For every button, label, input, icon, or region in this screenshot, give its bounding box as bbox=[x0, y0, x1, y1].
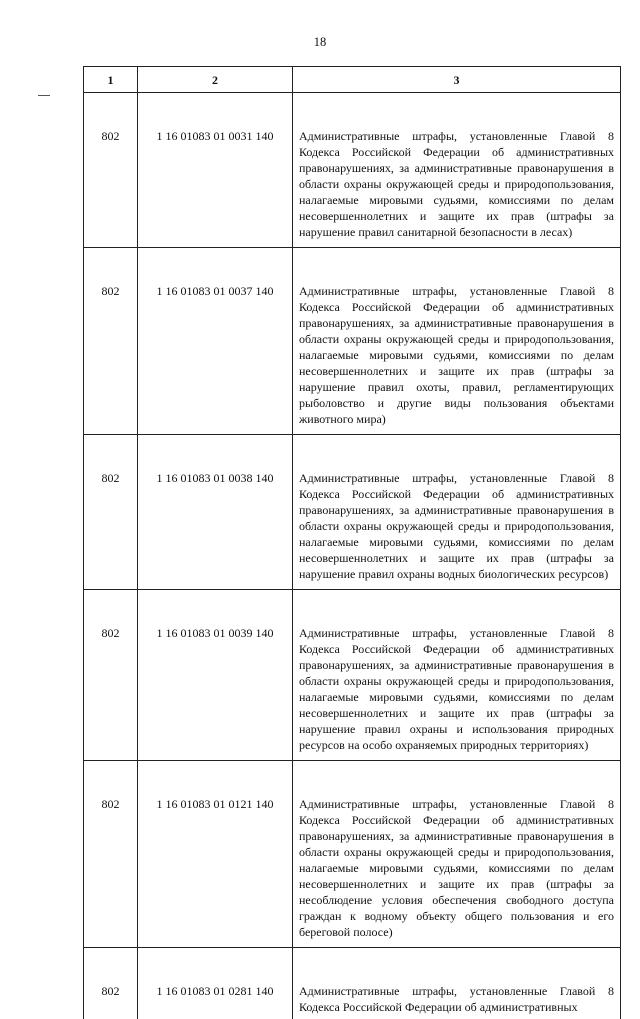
description-cell: Административные штрафы, установленные Главой 8 Кодекса Российской Федерации об административных правонарушениях, за административные правонарушения в области охраны окружающей среды и природопользования, налагаемые мировыми судьями, комиссиями по делам несовершеннолетних и защите их прав (штрафы за нарушение правил охраны и использования природных ресурсов на особо охраняемых природных территориях) bbox=[293, 590, 621, 761]
column-header-1: 1 bbox=[84, 67, 138, 93]
table-header-row bbox=[84, 67, 621, 93]
admin-code-cell: 802 bbox=[84, 248, 138, 435]
admin-code-cell: 802 bbox=[84, 761, 138, 948]
budget-code-cell: 1 16 01083 01 0121 140 bbox=[138, 761, 293, 948]
budget-codes-table bbox=[83, 66, 621, 1019]
column-header-3: 3 bbox=[293, 67, 621, 93]
budget-code-cell: 1 16 01083 01 0281 140 bbox=[138, 948, 293, 1019]
admin-code-cell: 802 bbox=[84, 948, 138, 1019]
description-cell: Административные штрафы, установленные Главой 8 Кодекса Российской Федерации об административных правонарушениях, за административные правонарушения в области охраны окружающей среды и природопользования, налагаемые мировыми судьями, комиссиями по делам несовершеннолетних и защите их прав (штрафы за нарушение правил охраны водных биологических ресурсов) bbox=[293, 435, 621, 590]
admin-code-cell: 802 bbox=[84, 93, 138, 248]
table-row bbox=[84, 435, 621, 590]
description-cell: Административные штрафы, установленные Главой 8 Кодекса Российской Федерации об административных правонарушениях, за административные правонарушения в области охраны окружающей среды и природопользования, налагаемые мировыми судьями, комиссиями по делам несовершеннолетних и защите их прав (штрафы за нарушение правил охоты, правил, регламентирующих рыболовство и другие виды пользования объектами животного мира) bbox=[293, 248, 621, 435]
description-cell: Административные штрафы, установленные Главой 8 Кодекса Российской Федерации об административных правонарушениях, за административные правонарушения в области охраны окружающей среды и природопользования, налагаемые мировыми судьями, комиссиями по делам несовершеннолетних и защите их прав (штрафы за нарушение правил санитарной безопасности в лесах) bbox=[293, 93, 621, 248]
budget-code-cell: 1 16 01083 01 0031 140 bbox=[138, 93, 293, 248]
admin-code-cell: 802 bbox=[84, 590, 138, 761]
table-row bbox=[84, 248, 621, 435]
table-row bbox=[84, 93, 621, 248]
margin-mark bbox=[38, 95, 50, 96]
budget-code-cell: 1 16 01083 01 0038 140 bbox=[138, 435, 293, 590]
admin-code-cell: 802 bbox=[84, 435, 138, 590]
table-row bbox=[84, 948, 621, 1019]
table-row bbox=[84, 590, 621, 761]
budget-code-cell: 1 16 01083 01 0037 140 bbox=[138, 248, 293, 435]
description-cell: Административные штрафы, установленные Главой 8 Кодекса Российской Федерации об административных правонарушениях, за административные правонарушения в области охраны окружающей среды и природопользования, налагаемые мировыми судьями, комиссиями по делам несовершеннолетних и защите их прав (штрафы за несоблюдение условия обеспечения свободного доступа граждан к водному объекту общего пользования и его береговой полосе) bbox=[293, 761, 621, 948]
table-row bbox=[84, 761, 621, 948]
budget-code-cell: 1 16 01083 01 0039 140 bbox=[138, 590, 293, 761]
column-header-2: 2 bbox=[138, 67, 293, 93]
description-cell: Административные штрафы, установленные Главой 8 Кодекса Российской Федерации об административных bbox=[293, 948, 621, 1019]
page-number: 18 bbox=[0, 35, 640, 50]
